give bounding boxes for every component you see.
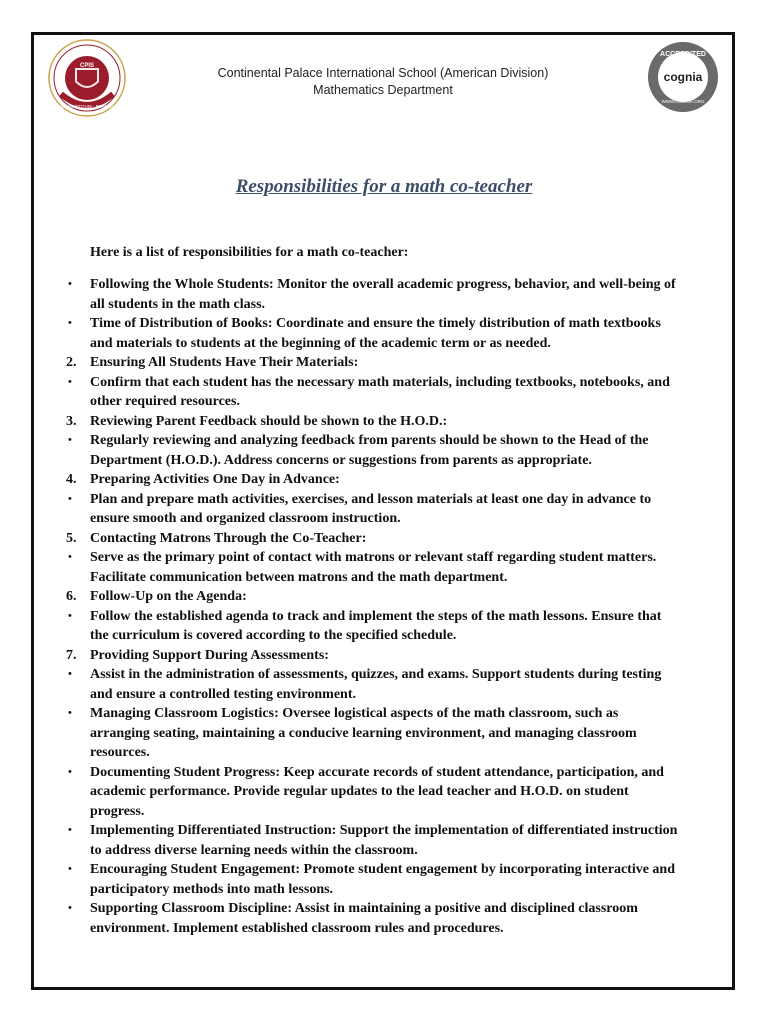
intro-text: Here is a list of responsibilities for a math co-teacher: bbox=[90, 245, 409, 260]
school-crest-icon bbox=[47, 38, 127, 118]
list-item-text: Reviewing Parent Feedback should be shown to the H.O.D.: bbox=[90, 413, 448, 429]
list-item-text: Serve as the primary point of contact with matrons or relevant staff regarding student matters. Facilitate communication between matrons and the math department. bbox=[90, 550, 657, 585]
bullet-marker: • bbox=[68, 863, 72, 875]
list-item-text: Preparing Activities One Day in Advance: bbox=[90, 472, 340, 487]
list-item bbox=[60, 314, 680, 353]
list-item bbox=[60, 607, 680, 646]
list-item-text: Implementing Differentiated Instruction: Support the implementation of differentiated instruction to address diverse learning needs within the classroom. bbox=[90, 823, 678, 858]
list-item-text: Encouraging Student Engagement: Promote student engagement by incorporating interactive and participatory methods into math lessons. bbox=[90, 862, 675, 897]
list-item-text: Ensuring All Students Have Their Materials: bbox=[90, 355, 359, 370]
bullet-marker: • bbox=[68, 765, 72, 778]
list-item-text: Confirm that each student has the necessary math materials, including textbooks, notebooks, and other required resources. bbox=[90, 374, 670, 409]
svg-text:WWW.COGNIA.ORG: WWW.COGNIA.ORG bbox=[661, 99, 705, 104]
bullet-marker: • bbox=[68, 317, 72, 329]
list-item bbox=[60, 646, 680, 666]
svg-text:CPIS: CPIS bbox=[79, 63, 95, 69]
bullet-marker: • bbox=[68, 707, 72, 719]
bullet-marker: • bbox=[68, 668, 72, 680]
bullet-marker: • bbox=[68, 375, 72, 388]
number-marker: 4. bbox=[66, 472, 77, 487]
list-item-text: Assist in the administration of assessments, quizzes, and exams. Support students during testing and ensure a controlled testing environment. bbox=[90, 667, 662, 702]
svg-text:ACCREDITED: ACCREDITED bbox=[660, 51, 706, 58]
number-marker: 5. bbox=[66, 530, 77, 546]
document-title: Responsibilities for a math co-teacher bbox=[235, 176, 533, 197]
bullet-marker: • bbox=[68, 609, 72, 622]
list-item bbox=[60, 860, 680, 899]
list-item bbox=[60, 821, 680, 860]
list-item bbox=[60, 275, 680, 314]
responsibilities-list bbox=[60, 275, 680, 938]
bullet-marker: • bbox=[68, 434, 72, 446]
list-item bbox=[60, 353, 680, 373]
school-name: Continental Palace International School (American Division) bbox=[217, 66, 549, 80]
list-item bbox=[60, 490, 680, 529]
list-item-text: Plan and prepare math activities, exercises, and lesson materials at least one day in advance to ensure smooth and organized classroom instruction. bbox=[90, 491, 652, 526]
list-item-text: Managing Classroom Logistics: Oversee logistical aspects of the math classroom, such as arranging seating, maintaining a conducive learning environment, and managing classroom resources. bbox=[90, 706, 637, 760]
list-item bbox=[60, 704, 680, 763]
list-item bbox=[60, 763, 680, 822]
list-item-text: Follow-Up on the Agenda: bbox=[90, 589, 247, 604]
number-marker: 6. bbox=[66, 589, 77, 604]
cognia-accreditation-seal-icon bbox=[646, 40, 720, 114]
list-item-text: Documenting Student Progress: Keep accurate records of student attendance, participation, and academic performance. Provide regular updates to the lead teacher and H.O.D. on student progress. bbox=[90, 764, 664, 819]
bullet-marker: • bbox=[68, 278, 72, 290]
list-item bbox=[60, 548, 680, 587]
list-item bbox=[60, 899, 680, 938]
list-item bbox=[60, 665, 680, 704]
list-item bbox=[60, 587, 680, 607]
list-item-text: Time of Distribution of Books: Coordinate and ensure the timely distribution of math textbooks and materials to students at the beginning of the academic term or as needed. bbox=[90, 316, 661, 351]
list-item bbox=[60, 529, 680, 549]
svg-text:AL KHARTOUM · BRANCH: AL KHARTOUM · BRANCH bbox=[59, 104, 115, 109]
document-header bbox=[150, 65, 616, 99]
number-marker: 3. bbox=[66, 413, 77, 429]
bullet-marker: • bbox=[68, 824, 72, 836]
list-item bbox=[60, 373, 680, 412]
list-item-text: Regularly reviewing and analyzing feedback from parents should be shown to the Head of the Department (H.O.D.). Address concerns or suggestions from parents as appropriate. bbox=[90, 433, 649, 468]
list-item bbox=[60, 470, 680, 490]
number-marker: 7. bbox=[66, 647, 77, 663]
list-item bbox=[60, 412, 680, 432]
list-item-text: Follow the established agenda to track and implement the steps of the math lessons. Ensure that the curriculum is covered according to the specified schedule. bbox=[90, 608, 662, 643]
svg-text:cognia: cognia bbox=[663, 70, 703, 84]
list-item bbox=[60, 431, 680, 470]
number-marker: 2. bbox=[66, 355, 77, 370]
bullet-marker: • bbox=[68, 492, 72, 505]
list-item-text: Providing Support During Assessments: bbox=[90, 647, 329, 663]
list-item-text: Following the Whole Students: Monitor the overall academic progress, behavior, and well-being of all students in the math class. bbox=[90, 277, 676, 312]
list-item-text: Supporting Classroom Discipline: Assist in maintaining a positive and disciplined classroom environment. Implement established classroom rules and procedures. bbox=[90, 901, 638, 936]
list-item-text: Contacting Matrons Through the Co-Teacher: bbox=[90, 530, 367, 546]
bullet-marker: • bbox=[68, 902, 72, 914]
bullet-marker: • bbox=[68, 551, 72, 563]
department-name: Mathematics Department bbox=[313, 83, 453, 97]
